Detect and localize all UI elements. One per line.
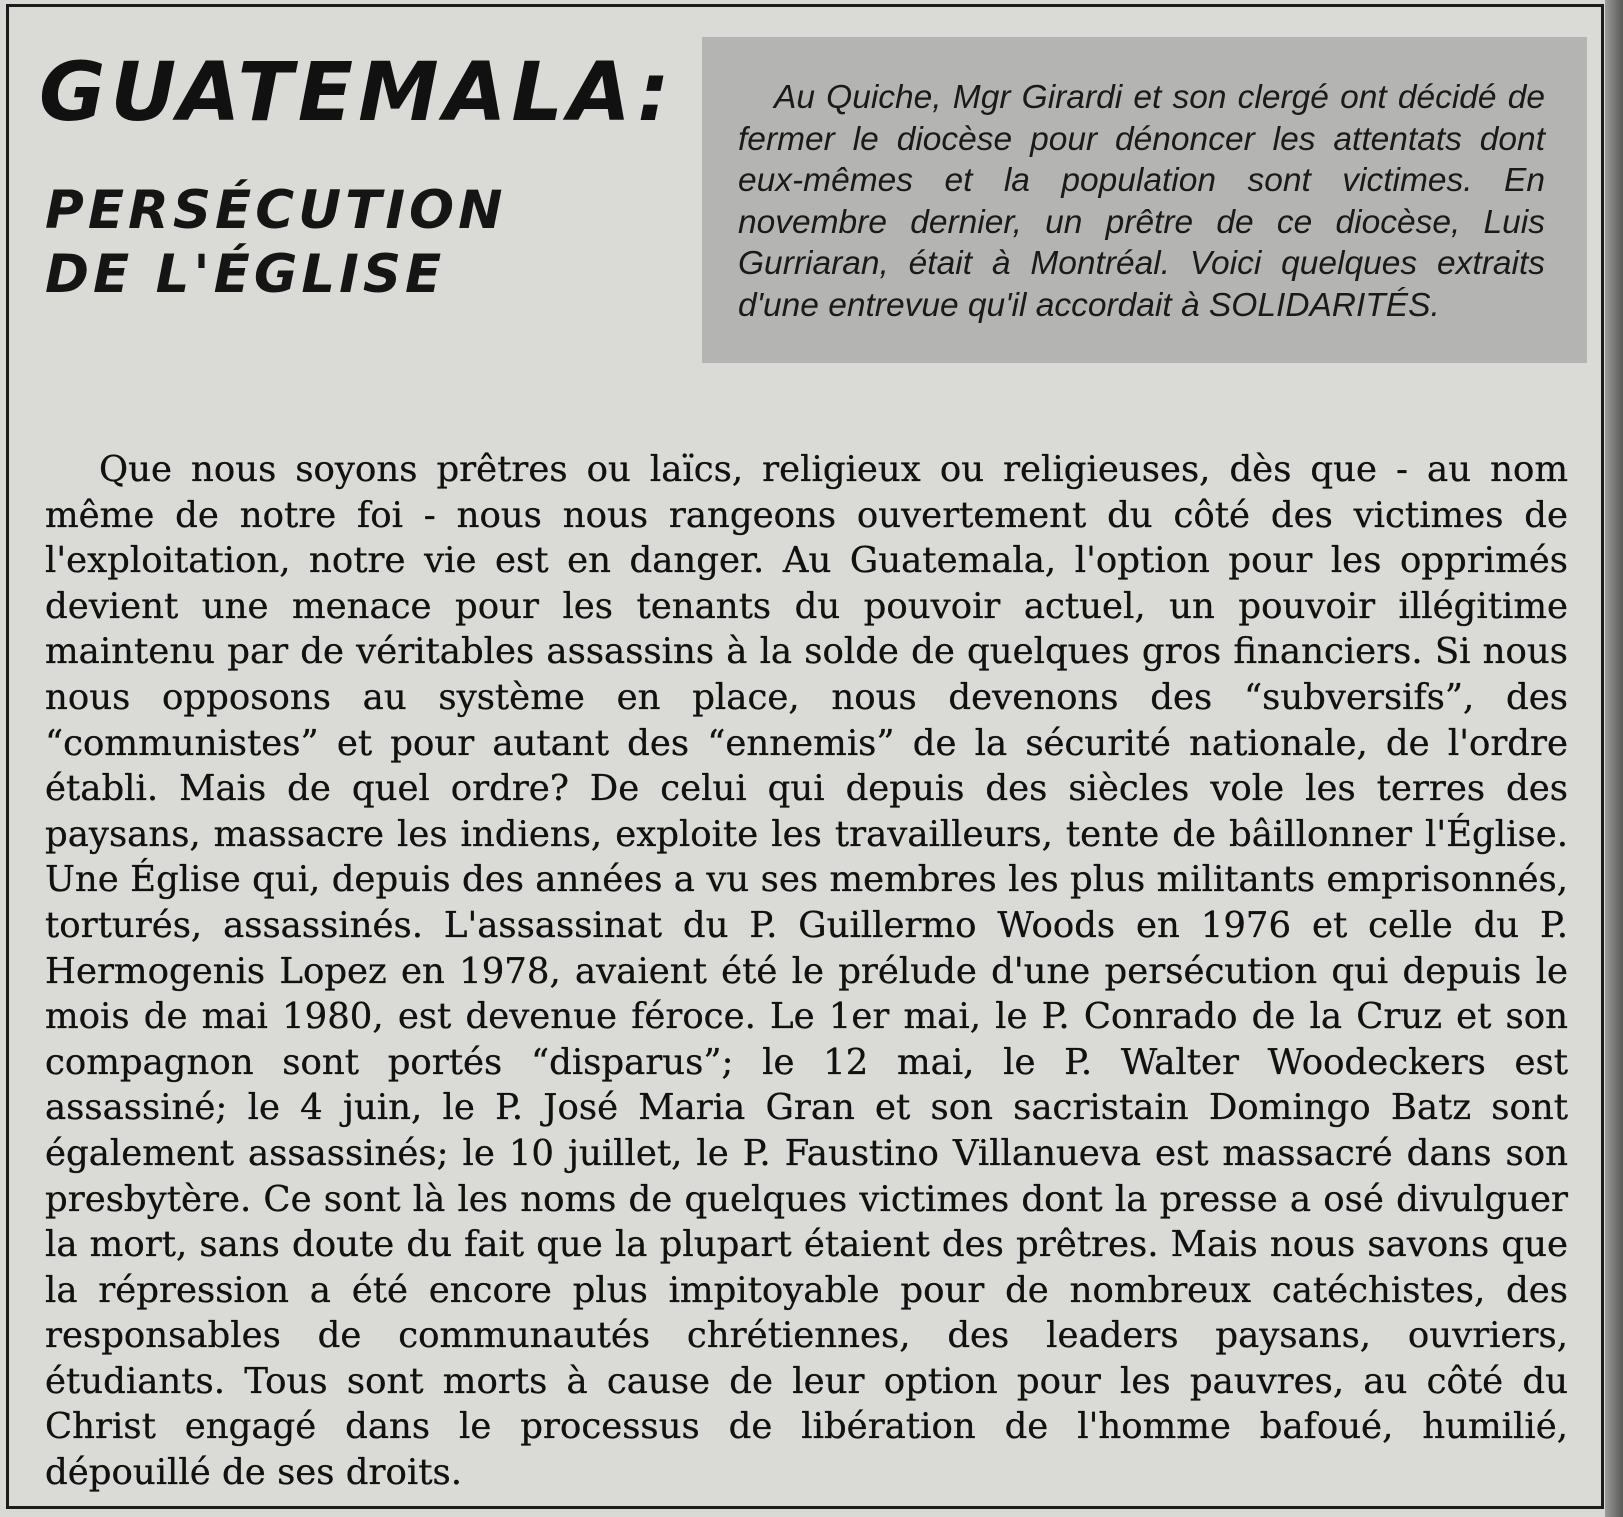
article-body: Que nous soyons prêtres ou laïcs, religieux ou religieuses, dès que - au nom même de notre foi - nous nous rangeons ouvertement du côté des victimes de l'exploitation, notre vie est en danger. Au Guatemala, l'option pour les opprimés devient une menace pour les tenants du pouvoir actuel, un pouvoir illégitime maintenu par de véritables assassins à la solde de quelques gros financiers. Si nous nous opposons au système en place, nous devenons des “subversifs”, des “communistes” et pour autant des “ennemis” de la sécurité nationale, de l'ordre établi. Mais de quel ordre? De celui qui depuis des siècles vole les terres des paysans, massacre les indiens, exploite les travailleurs, tente de bâillonner l'Église. Une Église qui, depuis des années a vu ses membres les plus militants emprisonnés, torturés, assassinés. L'assassinat du P. Guillermo Woods en 1976 et celle du P. Hermogenis Lopez en 1978, avaient été le prélude d'une persécution qui depuis le mois de mai 1980, est devenue féroce. Le 1er mai, le P. Conrado de la Cruz et son compagnon sont portés “disparus”; le 12 mai, le P. Walter Woodeckers est assassiné; le 4 juin, le P. José Maria Gran et son sacristain Domingo Batz sont également assassinés; le 10 juillet, le P. Faustino Villanueva est massacré dans son presbytère. Ce sont là les noms de quelques victimes dont la presse a osé divulguer la mort, sans doute du fait que la plupart étaient des prêtres. Mais nous savons que la répression a été encore plus impitoyable pour de nombreux catéchistes, des responsables de communautés chrétiennes, des leaders paysans, ouvriers, étudiants. Tous sont morts à cause de leur option pour les pauvres, au côté du Christ engagé dans le processus de libération de l'homme bafoué, humilié, dépouillé de ses droits. — [45, 449, 1568, 1494]
intro-text: Au Quiche, Mgr Girardi et son clergé ont décidé de fermer le diocèse pour dénoncer les attentats dont eux-mêmes et la population sont victimes. En novembre dernier, un prêtre de ce diocèse, Luis Gurriaran, était à Montréal. Voici quelques extraits d'une entrevue qu'il accordait à SOLIDARITÉS. — [738, 79, 1545, 324]
subtitle-line-2: DE L'ÉGLISE — [45, 244, 446, 305]
headline-subtitle — [45, 179, 506, 307]
intro-box — [702, 37, 1587, 363]
article-frame — [6, 4, 1604, 1509]
scan-edge-shadow — [1605, 0, 1623, 1517]
headline-title: GUATEMALA: — [39, 46, 675, 140]
subtitle-line-1: PERSÉCUTION — [45, 180, 507, 241]
